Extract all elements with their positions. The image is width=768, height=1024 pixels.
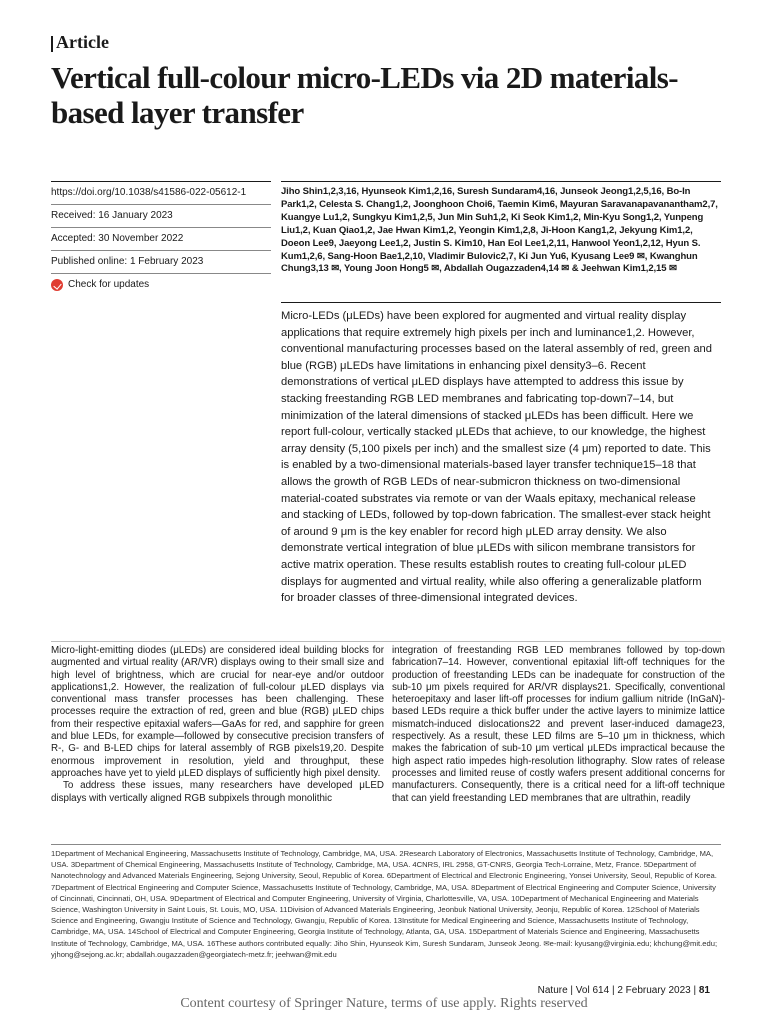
article-title: Vertical full-colour micro-LEDs via 2D materials-based layer transfer — [51, 60, 678, 130]
author-list: Jiho Shin1,2,3,16, Hyunseok Kim1,2,16, Suresh Sundaram4,16, Junseok Jeong1,2,5,16, Bo-In Park1,2, Celesta S. Chang1,2, Joonghoon Choi6, Taemin Kim6, Mayuran Saravanapavanantham2,7, Kuangye Lu1,2, Sungkyu Kim1,2,5, Jun Min Suh1,2, Ki Seok Kim1,2, Min-Kyu Song1,2, Yunpeng Liu1,2, Kuan Qiao1,2, Jae Hwan Kim1,2, Yeongin Kim1,2,8, Ji-Hoon Kang1,2, Jekyung Kim1,2, Doeon Lee9, Jaeyong Lee1,2, Justin S. Kim10, Han Eol Lee1,2,11, Hanwool Yeon1,2,12, Hyun S. Kum1,2,6, Sang-Hoon Bae1,2,10, Vladimir Bulovic2,7, Ki Jun Yu6, Kyusang Lee9 ✉, Kwanghun Chung3,13 ✉, Young Joon Hong5 ✉, Abdallah Ougazzaden4,14 ✉ & Jeehwan Kim1,2,15 ✉ — [281, 186, 718, 275]
kicker-bar — [51, 36, 53, 52]
paragraph: Micro-light-emitting diodes (μLEDs) are considered ideal building blocks for augmented and virtual reality (AR/VR) displays owing to their small size and high level of brightness, which are crucial for near-eye and/or outdoor applications1,2. However, the realization of full-colour μLED displays via conventional mass transfer processes has been challenging. These processes require the extraction of red, green and blue (RGB) μLED chips from their respective epitaxial wafers—GaAs for red, and sapphire for green and blue LEDs, for example—followed by consecutive precision transfers of R-, G- and B-LED chips for lateral assembly of RGB pixels19,20. Despite enormous improvement in resolution, yield and throughput, these approaches have yet to yield μLED displays of sufficiently high pixel density. — [51, 645, 384, 779]
doi-link[interactable]: https://doi.org/10.1038/s41586-022-05612-1 — [51, 181, 271, 204]
body-column-left — [51, 645, 384, 805]
body-rule — [51, 641, 721, 642]
authors-rule — [281, 181, 721, 182]
paragraph: To address these issues, many researchers have developed μLED displays with vertically aligned RGB subpixels through monolithic — [51, 780, 384, 804]
affiliations-footnotes: 1Department of Mechanical Engineering, Massachusetts Institute of Technology, Cambridge, MA, USA. 2Research Laboratory of Electronics, Massachusetts Institute of Technology, Cambridge, MA, USA. 3Department of Chemical Engineering, Massachusetts Institute of Technology, Cambridge, MA, USA. 4CNRS, IRL 2958, GT-CNRS, Georgia Tech-Lorraine, Metz, France. 5Department of Nanotechnology and Advanced Materials Engineering, Sejong University, Seoul, Republic of Korea. 6Department of Electrical and Electronic Engineering, Yonsei University, Seoul, Republic of Korea. 7Department of Electrical Engineering and Computer Science, Massachusetts Institute of Technology, Cambridge, MA, USA. 8Department of Electrical Engineering and Computer Science, University of Cincinnati, Cincinnati, OH, USA. 9Department of Electrical and Computer Engineering, University of Virginia, Charlottesville, VA, USA. 10Department of Mechanical Engineering and Materials Science, Washington University in Saint Louis, St. Louis, MO, USA. 11Division of Advanced Materials Engineering, Jeonbuk National University, Jeonju, Republic of Korea. 12School of Materials Science and Engineering, Gwangju Institute of Science and Technology, Gwangju, Republic of Korea. 13Institute for Medical Engineering and Science, Massachusetts Institute of Technology, Cambridge, MA, USA. 14School of Electrical and Computer Engineering, Georgia Institute of Technology, Atlanta, GA, USA. 15Department of Materials Science and Engineering, Massachusetts Institute of Technology, Cambridge, MA, USA. 16These authors contributed equally: Jiho Shin, Hyunseok Kim, Suresh Sundaram, Junseok Jeong. ✉e-mail: kyusang@virginia.edu; khchung@mit.edu; yjhong@sejong.ac.kr; abdallah.ougazzaden@georgiatech-metz.fr; jeehwan@mit.edu — [51, 849, 718, 959]
check-updates-label: Check for updates — [68, 279, 150, 290]
abstract-rule — [281, 302, 721, 303]
journal-info: Nature | Vol 614 | 2 February 2023 | — [537, 985, 697, 996]
body-column-right — [392, 645, 725, 805]
check-for-updates-button[interactable] — [51, 273, 271, 296]
accepted-date: Accepted: 30 November 2022 — [51, 227, 271, 250]
abstract: Micro-LEDs (μLEDs) have been explored for augmented and virtual reality display applications that require extremely high pixels per inch and luminance1,2. However, conventional manufacturing processes based on the lateral assembly of red, green and blue (RGB) μLEDs have limitations in enhancing pixel density3–6. Recent demonstrations of vertical μLED displays have attempted to address this issue by stacking freestanding RGB LED membranes and fabricating top-down7–14, but minimization of the lateral dimensions of stacked μLEDs has been difficult. Here we report full-colour, vertically stacked μLEDs that achieve, to our knowledge, the highest array density (5,100 pixels per inch) and the smallest size (4 μm) reported to date. This is enabled by a two-dimensional materials-based layer transfer technique15–18 that allows the growth of RGB LEDs of near-submicron thickness on two-dimensional material-coated substrates via remote or van der Waals epitaxy, mechanical release and stacking of LEDs, followed by top-down fabrication. The smallest-ever stack height of around 9 μm is the key enabler for record high μLED array density. We also demonstrate vertical integration of blue μLEDs with silicon membrane transistors for active matrix operation. These results establish routes to creating full-colour μLED displays for augmented and virtual reality, while also offering a generalizable platform for broader classes of three-dimensional integrated devices. — [281, 310, 712, 605]
courtesy-notice: Content courtesy of Springer Nature, terms of use apply. Rights reserved — [180, 996, 588, 1011]
footnote-rule — [51, 844, 721, 845]
article-metadata — [51, 181, 271, 296]
page-number: 81 — [698, 985, 710, 996]
page-footer — [538, 985, 710, 996]
check-updates-icon — [51, 279, 63, 291]
paragraph: integration of freestanding RGB LED membranes followed by top-down fabrication7–14. However, conventional epitaxial lift-off techniques for the production of freestanding LEDs can be inadequate for construction of the sub-10 μm pixels required for AR/VR displays21. Specifically, conventional heteroepitaxy and laser lift-off processes for indium gallium nitride (InGaN)-based LEDs require a thick buffer under the active layers to minimize lattice mismatch-induced dislocations22 and prevent laser-induced damage23, respectively. As a result, these LED films are 5–10 μm in thickness, which makes the fabrication of sub-10 μm vertical μLEDs impractical because the high aspect ratio impedes high-resolution lithography. Slow rates of release processes and limited reuse of costly wafers present additional concerns for manufacturers. Consequently, there is a critical need for a lift-off technique that can yield freestanding LED membranes that are ultrathin, readily — [392, 645, 725, 804]
published-date: Published online: 1 February 2023 — [51, 250, 271, 273]
article-type-label: Article — [56, 32, 109, 52]
received-date: Received: 16 January 2023 — [51, 204, 271, 227]
